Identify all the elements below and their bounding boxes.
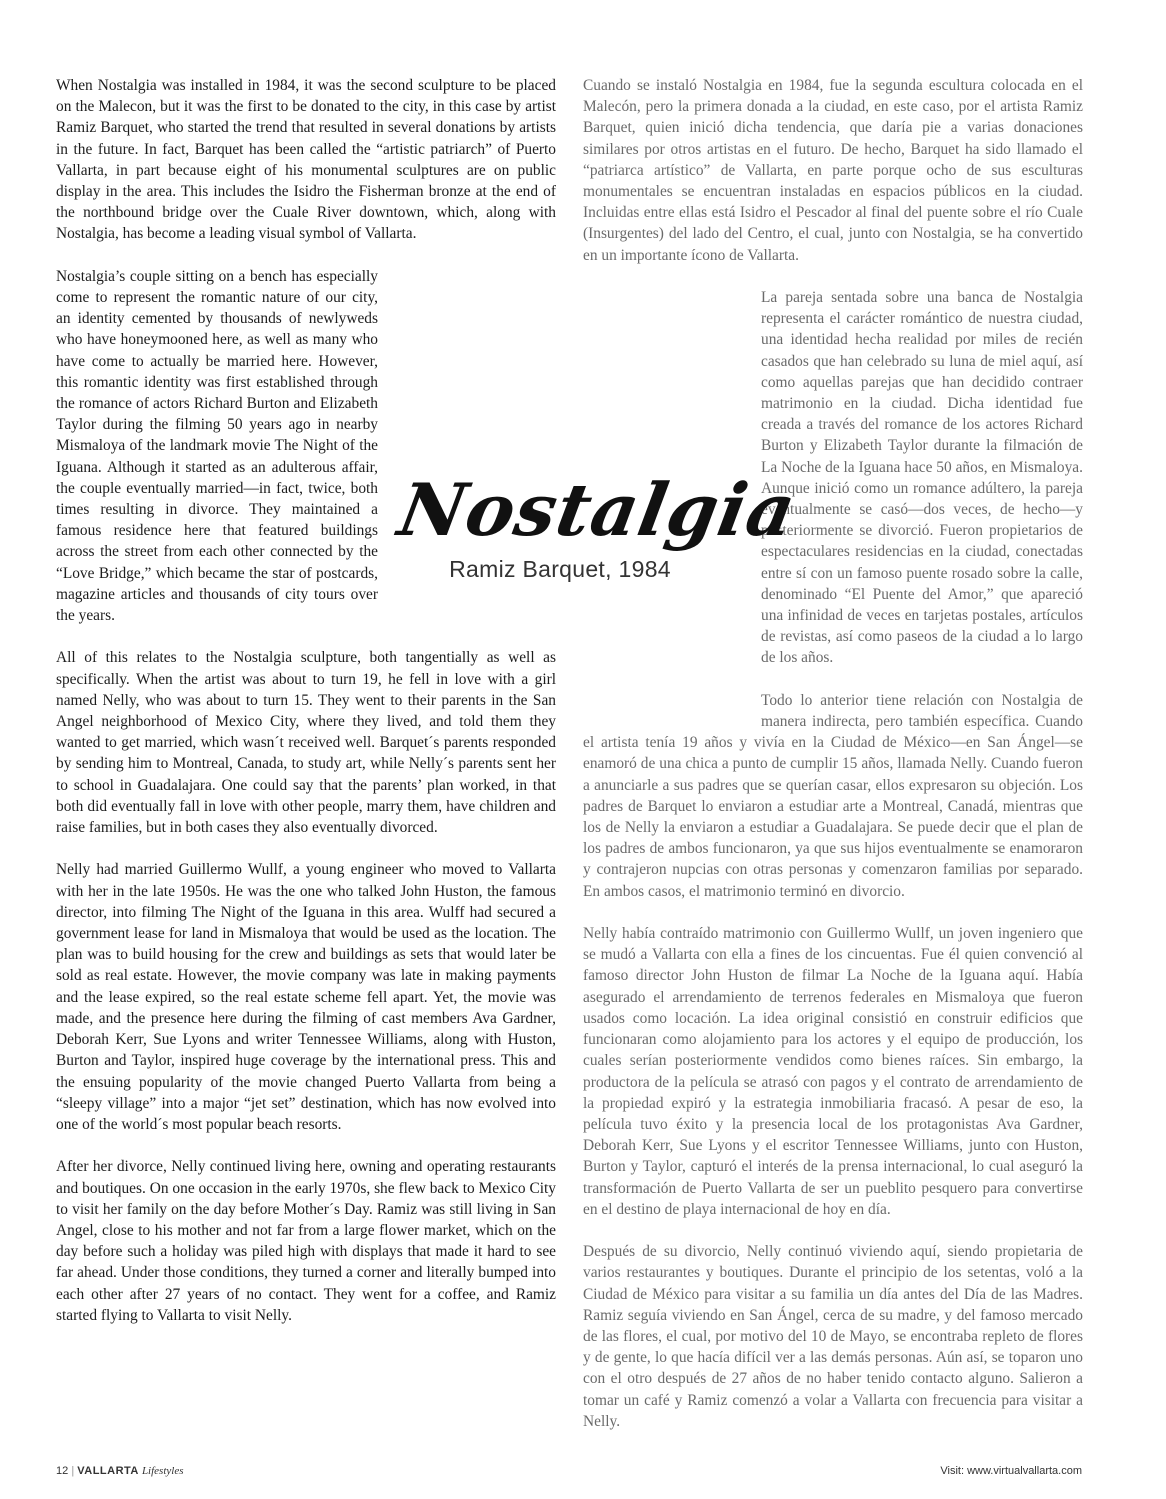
magazine-brand: VALLARTA (77, 1465, 139, 1477)
english-paragraph-1: When Nostalgia was installed in 1984, it was the second sculpture to be placed on the Malecon, but it was the first to be donated to the city, in this case by artist Ramiz Barquet, who started the trend that resulted in several donations by artists in the future. In fact, Barquet has been called the “artistic patriarch” of Puerto Vallarta, in part because eight of his monumental sculptures are on public display in the area. This includes the Isidro the Fisherman bronze at the end of the northbound bridge over the Cuale River downtown, which, along with Nostalgia, has become a leading visual symbol of Vallarta. (56, 77, 556, 243)
footer-folio (56, 1465, 184, 1477)
spanish-column (583, 75, 1083, 1453)
page-number: 12 (56, 1465, 69, 1477)
english-paragraph-4: Nelly had married Guillermo Wullf, a young engineer who moved to Vallarta with her in the late 1950s. He was the one who talked John Huston, the famous director, into filming The Night of the Iguana in this area. Wulff had secured a government lease for land in Mismaloya that would be used as the location. The plan was to build housing for the crew and buildings as sets that would later be sold as real estate. However, the movie company was late in making payments and the lease expired, so the real estate scheme fell apart. Yet, the movie was made, and the presence here during the filming of cast members Ava Gardner, Deborah Kerr, Sue Lyons and writer Tennessee Williams, along with Huston, Burton and Taylor, inspired huge coverage by the international press. This and the ensuing popularity of the movie changed Puerto Vallarta from being a “sleepy village” into a major “jet set” destination, which has now evolved into one of the world´s most popular beach resorts. (56, 861, 556, 1133)
magazine-brand-sub: Lifestyles (141, 1465, 184, 1477)
article-title: Nostalgia (392, 467, 803, 552)
title-block (392, 467, 803, 583)
english-paragraph-5: After her divorce, Nelly continued living here, owning and operating restaurants and boutiques. On one occasion in the early 1970s, she flew back to Mexico City to visit her family on the day before Mother´s Day. Ramiz was still living in San Angel, close to his mother and not far from a large flower market, which on the day before such a holiday was piled high with displays that made it hard to see far ahead. Under those conditions, they turned a corner and literally bumped into each other after 27 years of no contact. They went for a coffee, and Ramiz started flying to Vallarta to visit Nelly. (56, 1158, 556, 1324)
spanish-paragraph-1: Cuando se instaló Nostalgia en 1984, fue la segunda escultura colocada en el Malecón, pero la primera donada a la ciudad, en este caso, por el artista Ramiz Barquet, quien inició dicha tendencia, que daría pie a varias donaciones similares por otros artistas en el futuro. De hecho, Barquet ha sido llamado el “patriarca artístico” de Vallarta, en parte porque ocho de sus esculturas monumentales se encuentran instaladas en espacios públicos en la ciudad. Incluidas entre ellas está Isidro el Pescador al final del puente sobre el río Cuale (Insurgentes) del lado del Centro, el cual, junto con Nostalgia, se ha convertido en un importante ícono de Vallarta. (583, 77, 1083, 264)
english-paragraph-2: Nostalgia’s couple sitting on a bench has especially come to represent the romantic nature of our city, an identity cemented by thousands of newlyweds who have honeymooned here, as well as many who have come to actually be married here. However, this romantic identity was first established through the romance of actors Richard Burton and Elizabeth Taylor during the filming 50 years ago in nearby Mismaloya of the landmark movie The Night of the Iguana. Although it started as an adulterous affair, the couple eventually married—in fact, twice, both times resulting in divorce. They maintained a famous residence here that featured buildings across the street from each other connected by the “Love Bridge,” which became the star of postcards, magazine articles and thousands of city tours over the years. (56, 267, 378, 625)
english-paragraph-3: All of this relates to the Nostalgia sculpture, both tangentially as well as specifically. When the artist was about to turn 19, he fell in love with a girl named Nelly, who was about to turn 15. They went to their parents in the San Angel neighborhood of Mexico City, where they lived, and told them they wanted to get married, which wasn´t received well. Barquet´s parents responded by sending him to Montreal, Canada, to study art, while Nelly´s parents sent her to school in Guadalajara. One could say that the parents’ plan worked, in that both did eventually fall in love with other people, marry them, have children and raise families, but in both cases they also eventually divorced. (56, 649, 556, 837)
english-column (56, 75, 556, 1347)
spanish-paragraph-5: Después de su divorcio, Nelly continuó viviendo aquí, siendo propietaria de varios restaurantes y boutiques. Durante el principio de los setentas, voló a la Ciudad de México para visitar a su familia un día antes del Día de las Madres. Ramiz seguía viviendo en San Ángel, cerca de su madre, y del famoso mercado de las flores, el cual, por motivo del 10 de Mayo, se encontraba repleto de flores y de gente, lo que hacía difícil ver a las demás personas. Aún así, se toparon uno con el otro después de 27 años de no haber tenido contacto alguno. Salieron a tomar un café y Ramiz comenzó a volar a Vallarta con frecuencia para visitar a Nelly. (583, 1243, 1083, 1430)
spanish-paragraph-2: La pareja sentada sobre una banca de Nostalgia representa el carácter romántico de nuestra ciudad, una identidad hecha realidad por miles de recién casados que han celebrado su luna de miel aquí, así como aquellas parejas que han decidido contraer matrimonio en la ciudad. Dicha identidad fue creada a través del romance de los actores Richard Burton y Elizabeth Taylor durante la filmación de La Noche de la Iguana hace 50 años, en Mismaloya. Aunque inició como un romance adúltero, la pareja eventualmente se casó—dos veces, de hecho—y posteriormente se divorció. Fueron propietarios de espectaculares residencias en la ciudad, conectadas entre sí con un famoso puente rosado sobre la calle, denominado “El Puente del Amor,” que apareció una infinidad de veces en tarjetas postales, artículos de revistas, así como paseos de la ciudad a lo largo de los años. (761, 289, 1083, 667)
spanish-paragraph-3: Todo lo anterior tiene relación con Nostalgia de manera indirecta, pero también específica. Cuando el artista tenía 19 años y vivía en la Ciudad de México—en San Ángel—se enamoró de una chica a punto de cumplir 15 años, llamada Nelly. Cuando fueron a anunciarle a sus padres que se querían casar, ellos expresaron su objeción. Los padres de Barquet lo enviaron a estudiar arte a Montreal, Canadá, mientras que los de Nelly la enviaron a estudiar a Guadalajara. Se puede decir que el plan de los padres de ambos funcionaron, ya que sus hijos eventualmente se enamoraron y contrajeron nupcias con otras personas y comenzaron familias por separado. En ambos casos, el matrimonio terminó en divorcio. (583, 691, 1083, 900)
folio-separator: | (71, 1465, 75, 1477)
article-subtitle: Ramiz Barquet, 1984 (449, 556, 671, 582)
footer-visit-link: Visit: www.virtualvallarta.com (940, 1465, 1082, 1477)
spanish-paragraph-4: Nelly había contraído matrimonio con Guillermo Wullf, un joven ingeniero que se mudó a Vallarta con ella a fines de los cincuentas. Fue él quien convenció al famoso director John Huston de filmar La Noche de la Iguana aquí. Había asegurado el arrendamiento de terrenos federales en Mismaloya que fueron usados como locación. La idea original consistió en construir edificios que funcionaran como alojamiento para los actores y el equipo de producción, los cuales serían posteriormente vendidos como bienes raíces. Sin embargo, la productora de la película se atrasó con pagos y el contrato de arrendamiento de la propiedad expiró y la estrategia inmobiliaria fracasó. A pesar de eso, la película tuvo éxito y la presencia local de los protagonistas Ava Gardner, Deborah Kerr, Sue Lyons y el escritor Tennessee Williams, junto con Huston, Burton y Taylor, capturó el interés de la prensa internacional, lo cual aseguró la transformación de Puerto Vallarta de ser un pueblito pesquero para convertirse en el destino de playa internacional de hoy en día. (583, 925, 1083, 1218)
